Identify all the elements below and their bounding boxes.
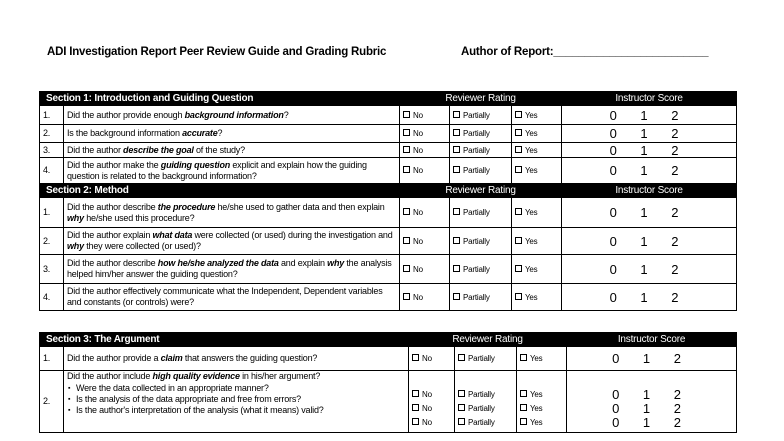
- instructor-score-scale[interactable]: 0 1 2: [612, 415, 691, 430]
- rating-option-label: Partially: [468, 354, 495, 363]
- question-text: ?: [283, 109, 289, 120]
- checkbox-icon[interactable]: [453, 265, 460, 272]
- rating-option-no[interactable]: [403, 207, 446, 218]
- question-text: Did the author describe: [67, 201, 158, 212]
- checkbox-icon[interactable]: [412, 354, 419, 361]
- rating-option-label: Partially: [463, 292, 490, 302]
- instructor-score-scale[interactable]: 0 1 2: [609, 205, 689, 220]
- reviewer-rating-partially-cell: [450, 228, 512, 255]
- checkbox-icon[interactable]: [458, 390, 465, 397]
- checkbox-icon[interactable]: [403, 166, 410, 173]
- rating-option-partially[interactable]: [453, 236, 508, 247]
- reviewer-rating-yes-cell: [517, 371, 567, 433]
- rating-option-no[interactable]: [403, 128, 446, 139]
- rating-option-label: Yes: [525, 110, 538, 120]
- item-number: 4.: [40, 158, 64, 184]
- checkbox-icon[interactable]: [515, 265, 522, 272]
- rating-option-partially[interactable]: [453, 110, 508, 121]
- rating-option-label: No: [413, 166, 423, 175]
- rating-option-label: Yes: [530, 404, 543, 413]
- reviewer-rating-partially-cell: [450, 198, 512, 228]
- rating-option-no[interactable]: [412, 417, 451, 428]
- section-title: Section 3: The Argument: [40, 333, 409, 347]
- section-title: Section 2: Method: [40, 184, 400, 198]
- rating-option-partially[interactable]: [458, 417, 513, 428]
- question-text: the analysis helped him/her answer the guiding question?: [67, 258, 392, 279]
- rating-option-label: Yes: [530, 418, 543, 427]
- item-number: 1.: [40, 347, 64, 371]
- reviewer-rating-partially-cell: [455, 347, 517, 371]
- rating-option-label: No: [422, 390, 432, 399]
- reviewer-rating-no-cell: [400, 158, 450, 184]
- rubric-item-row: [40, 347, 737, 371]
- reviewer-rating-yes-cell: [517, 347, 567, 371]
- checkbox-icon[interactable]: [453, 237, 460, 244]
- rating-option-label: Partially: [463, 236, 490, 246]
- rubric-item-row: [40, 371, 737, 433]
- instructor-score-cell: [562, 158, 737, 184]
- question-text: Did the author provide a: [67, 353, 161, 363]
- section-header-row: [40, 333, 737, 347]
- checkbox-icon[interactable]: [403, 208, 410, 215]
- rating-option-label: Yes: [525, 236, 538, 246]
- rating-option-label: Yes: [525, 264, 538, 274]
- rating-option-label: Yes: [525, 292, 538, 302]
- rating-option-partially[interactable]: [458, 353, 513, 364]
- item-question: [64, 158, 400, 184]
- checkbox-icon[interactable]: [403, 111, 410, 118]
- item-number: 2.: [40, 125, 64, 143]
- rating-option-no[interactable]: [412, 389, 451, 400]
- reviewer-rating-no-cell: [409, 371, 455, 433]
- section-header-row: [40, 92, 737, 106]
- rubric-item-row: [40, 284, 737, 311]
- question-text: Did the author explain: [67, 230, 153, 240]
- reviewer-rating-header: Reviewer Rating: [409, 333, 567, 347]
- rating-option-partially[interactable]: [453, 292, 508, 303]
- rating-option-yes[interactable]: [515, 236, 558, 247]
- instructor-score-header: Instructor Score: [562, 92, 737, 106]
- question-emphasis: accurate: [182, 128, 218, 138]
- rating-option-label: Partially: [463, 166, 490, 175]
- rating-option-label: Yes: [525, 166, 538, 175]
- rating-option-yes[interactable]: [515, 128, 558, 139]
- checkbox-icon[interactable]: [412, 390, 419, 397]
- rating-option-label: Yes: [525, 145, 538, 155]
- instructor-score-scale[interactable]: 0 1 2: [609, 107, 689, 123]
- question-text: Did the author make the: [67, 159, 161, 170]
- rating-option-yes[interactable]: [515, 292, 558, 303]
- item-number: 1.: [40, 198, 64, 228]
- instructor-score-cell: [562, 106, 737, 125]
- rubric-item-row: [40, 106, 737, 125]
- reviewer-rating-yes-cell: [512, 284, 562, 311]
- question-text: explicit and explain how the guiding question is related to the background information?: [67, 159, 367, 181]
- rating-option-label: No: [422, 418, 432, 427]
- instructor-score-header: Instructor Score: [567, 333, 737, 347]
- checkbox-icon[interactable]: [520, 390, 527, 397]
- rating-option-label: No: [413, 110, 423, 120]
- checkbox-icon[interactable]: [453, 293, 460, 300]
- reviewer-rating-no-cell: [400, 255, 450, 284]
- question-emphasis: how he/she analyzed the data: [157, 258, 279, 268]
- question-text: and explain: [278, 258, 328, 268]
- rating-option-partially[interactable]: [453, 165, 508, 176]
- rating-option-label: Partially: [463, 110, 490, 120]
- rating-option-partially[interactable]: [453, 128, 508, 139]
- checkbox-icon[interactable]: [458, 404, 465, 411]
- rating-option-partially[interactable]: [458, 389, 513, 400]
- item-number: 2.: [40, 228, 64, 255]
- sub-question: ▪ Is the author's interpretation of the analysis (what it means) valid?: [76, 405, 405, 416]
- rating-option-no[interactable]: [403, 264, 446, 275]
- instructor-score-scale[interactable]: 0 1 2: [612, 387, 691, 402]
- checkbox-icon[interactable]: [453, 146, 460, 153]
- instructor-score-cell: [562, 198, 737, 228]
- reviewer-rating-header: Reviewer Rating: [400, 92, 562, 106]
- rating-option-yes[interactable]: [515, 110, 558, 121]
- checkbox-icon[interactable]: [453, 208, 460, 215]
- checkbox-icon[interactable]: [403, 129, 410, 136]
- instructor-score-cell: [567, 371, 737, 433]
- checkbox-icon[interactable]: [403, 146, 410, 153]
- question-emphasis: background information: [184, 109, 284, 120]
- reviewer-rating-partially-cell: [450, 143, 512, 158]
- reviewer-rating-yes-cell: [512, 228, 562, 255]
- checkbox-icon[interactable]: [458, 354, 465, 361]
- rating-option-label: Partially: [463, 208, 490, 217]
- rating-option-label: No: [422, 404, 432, 413]
- rating-option-partially[interactable]: [453, 264, 508, 275]
- reviewer-rating-partially-cell: [450, 106, 512, 125]
- instructor-score-scale[interactable]: 0 1 2: [612, 401, 691, 416]
- rubric-item-row: [40, 158, 737, 184]
- instructor-score-cell: [562, 228, 737, 255]
- checkbox-icon[interactable]: [515, 166, 522, 173]
- rating-option-yes[interactable]: [520, 403, 563, 414]
- reviewer-rating-no-cell: [400, 284, 450, 311]
- reviewer-rating-no-cell: [400, 198, 450, 228]
- rating-option-no[interactable]: [412, 353, 451, 364]
- question-text: Did the author: [67, 144, 124, 155]
- question-emphasis: why: [67, 212, 84, 223]
- rubric-item-row: [40, 143, 737, 158]
- reviewer-rating-no-cell: [400, 143, 450, 158]
- reviewer-rating-header: Reviewer Rating: [400, 184, 562, 198]
- rating-option-yes[interactable]: [520, 417, 563, 428]
- instructor-score-scale[interactable]: 0 1 2: [609, 289, 689, 305]
- rating-option-yes[interactable]: [515, 145, 558, 156]
- reviewer-rating-no-cell: [409, 347, 455, 371]
- question-emphasis: claim: [160, 353, 183, 363]
- author-of-report-field[interactable]: Author of Report:_________________________: [461, 46, 709, 58]
- checkbox-icon[interactable]: [515, 146, 522, 153]
- instructor-score-scale[interactable]: 0 1 2: [609, 163, 689, 178]
- item-number: 3.: [40, 255, 64, 284]
- checkbox-icon[interactable]: [515, 237, 522, 244]
- rating-option-label: No: [422, 354, 432, 363]
- question-text: of the study?: [193, 144, 245, 155]
- rubric-table-sections-1-2: [39, 91, 737, 311]
- reviewer-rating-no-cell: [400, 228, 450, 255]
- question-emphasis: high quality evidence: [152, 371, 240, 381]
- question-emphasis: why: [327, 258, 345, 268]
- sub-question: ▪ Were the data collected in an appropriate manner?: [76, 383, 405, 394]
- checkbox-icon[interactable]: [515, 129, 522, 136]
- checkbox-icon[interactable]: [453, 166, 460, 173]
- rating-option-label: No: [413, 236, 423, 246]
- instructor-score-scale[interactable]: 0 1 2: [609, 142, 689, 158]
- reviewer-rating-yes-cell: [512, 125, 562, 143]
- question-text: were collected (or used) during the investigation and: [192, 230, 393, 240]
- rating-option-label: No: [413, 145, 423, 155]
- instructor-score-cell: [562, 125, 737, 143]
- rating-option-no[interactable]: [403, 145, 446, 156]
- question-emphasis: the procedure: [157, 201, 216, 212]
- instructor-score-cell: [562, 255, 737, 284]
- rating-option-label: Yes: [525, 208, 538, 217]
- reviewer-rating-partially-cell: [450, 125, 512, 143]
- rubric-table-section-3: [39, 332, 737, 433]
- item-question: [64, 228, 400, 255]
- item-number: 3.: [40, 143, 64, 158]
- rating-option-label: Partially: [468, 418, 495, 427]
- question-text: Did the author provide enough: [67, 109, 185, 120]
- item-question: [64, 106, 400, 125]
- checkbox-icon[interactable]: [520, 418, 527, 425]
- rating-option-no[interactable]: [403, 165, 446, 176]
- section-title: Section 1: Introduction and Guiding Question: [40, 92, 400, 106]
- rating-option-label: Yes: [530, 390, 543, 399]
- item-number: 4.: [40, 284, 64, 311]
- rubric-item-row: [40, 255, 737, 284]
- rating-option-label: No: [413, 264, 423, 274]
- rubric-item-row: [40, 228, 737, 255]
- question-emphasis: why: [67, 241, 84, 251]
- rating-option-label: Partially: [468, 390, 495, 399]
- instructor-score-scale[interactable]: 0 1 2: [609, 261, 689, 277]
- question-text: that answers the guiding question?: [182, 353, 318, 363]
- rating-option-yes[interactable]: [520, 353, 563, 364]
- item-question: [64, 347, 409, 371]
- rating-option-no[interactable]: [403, 292, 446, 303]
- checkbox-icon[interactable]: [515, 293, 522, 300]
- reviewer-rating-yes-cell: [512, 143, 562, 158]
- checkbox-icon[interactable]: [453, 129, 460, 136]
- checkbox-icon[interactable]: [412, 404, 419, 411]
- item-question: [64, 143, 400, 158]
- item-question: [64, 371, 409, 433]
- question-emphasis: what data: [152, 230, 193, 240]
- rating-option-label: Partially: [463, 264, 490, 274]
- checkbox-icon[interactable]: [403, 265, 410, 272]
- reviewer-rating-yes-cell: [512, 198, 562, 228]
- reviewer-rating-partially-cell: [450, 284, 512, 311]
- reviewer-rating-partially-cell: [450, 255, 512, 284]
- checkbox-icon[interactable]: [515, 208, 522, 215]
- rating-option-label: No: [413, 129, 423, 138]
- instructor-score-scale[interactable]: 0 1 2: [612, 351, 691, 366]
- reviewer-rating-partially-cell: [450, 158, 512, 184]
- rating-option-yes[interactable]: [515, 207, 558, 218]
- question-text: Did the author effectively communicate what the Independent, Dependent variables and constants (or controls) were?: [67, 286, 383, 307]
- instructor-score-cell: [562, 143, 737, 158]
- instructor-score-scale[interactable]: 0 1 2: [609, 126, 689, 141]
- question-emphasis: describe the goal: [123, 144, 194, 155]
- checkbox-icon[interactable]: [453, 111, 460, 118]
- instructor-score-cell: [567, 347, 737, 371]
- question-text: Did the author include: [67, 371, 153, 381]
- rating-option-label: Yes: [530, 354, 543, 363]
- checkbox-icon[interactable]: [412, 418, 419, 425]
- question-text: they were collected (or used)?: [83, 241, 201, 251]
- checkbox-icon[interactable]: [515, 111, 522, 118]
- sub-question-list: [67, 383, 405, 416]
- rating-option-label: Partially: [468, 404, 495, 413]
- item-question: [64, 125, 400, 143]
- item-question: [64, 198, 400, 228]
- rating-option-label: Yes: [525, 129, 538, 138]
- instructor-score-cell: [562, 284, 737, 311]
- item-question: [64, 284, 400, 311]
- rubric-item-row: [40, 125, 737, 143]
- rating-option-label: Partially: [463, 145, 490, 155]
- question-text: Did the author describe: [67, 258, 158, 268]
- reviewer-rating-yes-cell: [512, 106, 562, 125]
- item-number: 2.: [40, 371, 64, 433]
- reviewer-rating-no-cell: [400, 125, 450, 143]
- checkbox-icon[interactable]: [520, 354, 527, 361]
- question-text: he/she used this procedure?: [83, 212, 195, 223]
- question-text: he/she used to gather data and then explain: [215, 201, 385, 212]
- rating-option-partially[interactable]: [453, 145, 508, 156]
- rating-option-partially[interactable]: [453, 207, 508, 218]
- rating-option-label: Partially: [463, 129, 490, 138]
- rating-option-yes[interactable]: [515, 264, 558, 275]
- rating-option-no[interactable]: [403, 236, 446, 247]
- reviewer-rating-no-cell: [400, 106, 450, 125]
- section-header-row: [40, 184, 737, 198]
- rating-option-yes[interactable]: [520, 389, 563, 400]
- checkbox-icon[interactable]: [403, 237, 410, 244]
- question-text: ?: [217, 128, 223, 138]
- checkbox-icon[interactable]: [403, 293, 410, 300]
- rating-option-label: No: [413, 292, 423, 302]
- rating-option-no[interactable]: [403, 110, 446, 121]
- reviewer-rating-yes-cell: [512, 158, 562, 184]
- sub-question: ▪ Is the analysis of the data appropriate and free from errors?: [76, 394, 405, 405]
- question-emphasis: guiding question: [160, 159, 231, 170]
- instructor-score-header: Instructor Score: [562, 184, 737, 198]
- rating-option-yes[interactable]: [515, 165, 558, 176]
- checkbox-icon[interactable]: [458, 418, 465, 425]
- reviewer-rating-partially-cell: [455, 371, 517, 433]
- instructor-score-scale[interactable]: 0 1 2: [609, 233, 689, 249]
- rating-option-label: No: [413, 208, 423, 217]
- rating-option-no[interactable]: [412, 403, 451, 414]
- item-number: 1.: [40, 106, 64, 125]
- reviewer-rating-yes-cell: [512, 255, 562, 284]
- item-question: [64, 255, 400, 284]
- question-text: in his/her argument?: [239, 371, 321, 381]
- document-title: ADI Investigation Report Peer Review Guide and Grading Rubric: [47, 46, 387, 58]
- checkbox-icon[interactable]: [520, 404, 527, 411]
- question-text: Is the background information: [67, 128, 183, 138]
- rubric-item-row: [40, 198, 737, 228]
- rating-option-partially[interactable]: [458, 403, 513, 414]
